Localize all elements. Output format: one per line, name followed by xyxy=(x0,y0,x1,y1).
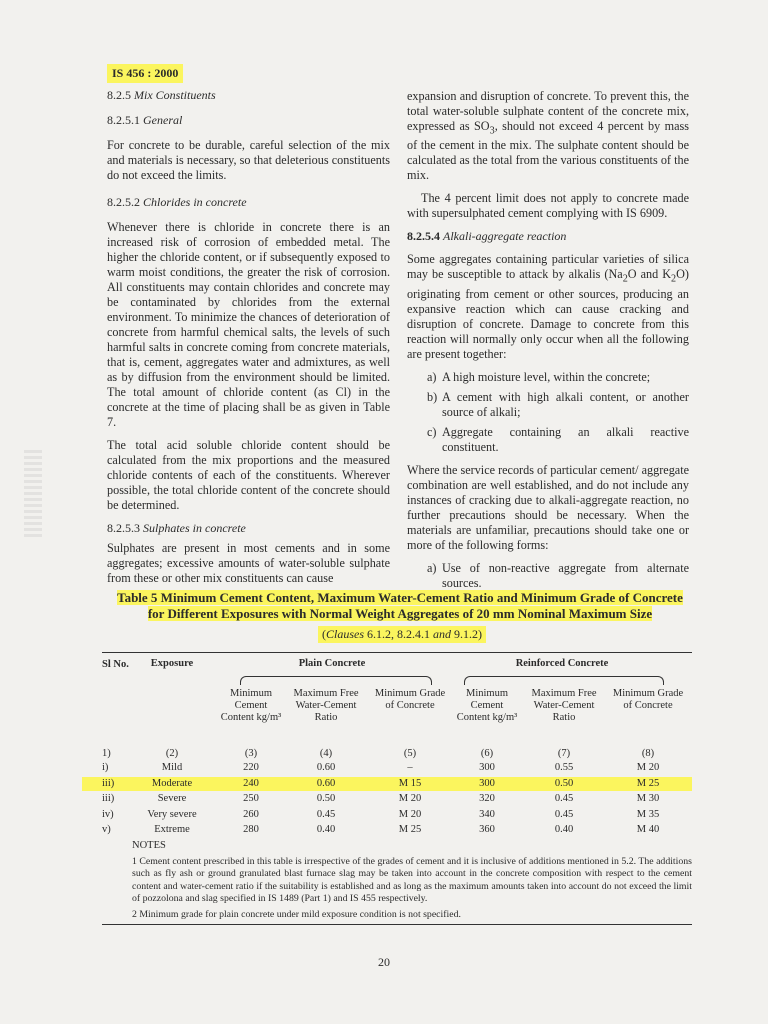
cell-plain-wc: 0.60 xyxy=(316,762,336,773)
header-slno: Sl No. xyxy=(102,659,129,670)
note-2: 2 Minimum grade for plain concrete under mild exposure condition is not specified. xyxy=(132,908,461,920)
section-number: 8.2.5 xyxy=(107,88,131,102)
section-number: 8.2.5.3 xyxy=(107,521,140,535)
section-title: Alkali-aggregate reaction xyxy=(443,229,567,244)
cell-plain-cement: 220 xyxy=(243,762,259,773)
paragraph-alkali xyxy=(407,252,689,361)
cell-exposure: Severe xyxy=(157,793,187,804)
list-text: Use of non-reactive aggregate from alternate sources. xyxy=(442,560,689,590)
notes-heading: NOTES xyxy=(132,840,166,851)
cell-slno: i) xyxy=(102,762,109,773)
paragraph-chloride-content: The total acid soluble chloride content should be calculated from the mix proportions and the measured chloride contents of each of the constituents. Wherever possible, the total chloride content of the concrete should be determined. xyxy=(107,438,390,512)
list-label: b) xyxy=(427,389,438,404)
cell-reinf-cement: 320 xyxy=(479,793,495,804)
subheader-wc-reinforced: Maximum Free Water-Cement Ratio xyxy=(531,688,597,723)
cell-reinf-wc: 0.45 xyxy=(554,808,574,820)
list-label: a) xyxy=(427,560,437,575)
heading-8-2-5-2 xyxy=(107,195,390,210)
list-item xyxy=(407,390,689,420)
text-part: Some aggregates containing particular varieties of silica may be susceptible to attack by alkalis (Na xyxy=(407,252,689,282)
cell-plain-grade: M 20 xyxy=(398,808,422,820)
list-text: A high moisture level, within the concrete; xyxy=(442,369,651,384)
column-number: (7) xyxy=(557,748,571,759)
cell-reinf-cement: 300 xyxy=(479,777,495,789)
list-item xyxy=(407,561,689,591)
cell-plain-cement: 240 xyxy=(243,777,259,789)
text-part: expansion and disruption of concrete. To prevent this, the total water-soluble sulphate content of the concrete mix, expressed as SO xyxy=(407,89,689,133)
list-item xyxy=(407,370,689,385)
cell-slno: iii) xyxy=(102,793,115,804)
subheader-wc-plain: Maximum Free Water-Cement Ratio xyxy=(293,688,359,723)
table-bottom-rule xyxy=(102,924,692,925)
page-number: 20 xyxy=(378,955,390,969)
paragraph-chlorides: Whenever there is chloride in concrete there is an increased risk of corrosion of embedded metal. The higher the chloride content, or if subsequently exposed to warm moist conditions, the greater the risk of corrosion. All constituents may contain chlorides and concrete may be contaminated by chlorides from the external environment. To minimize the chances of deterioration of concrete from harmful chemical salts, the levels of such harmful salts in concrete coming from concrete materials, that is, cement, aggregates water and admixtures, as well as by diffusion from the environment should be limited. The total amount of chloride content (as Cl) in the concrete at the time of placing shall be as given in Table 7. xyxy=(107,220,390,429)
cell-reinf-cement: 360 xyxy=(479,824,495,835)
list-item xyxy=(407,425,689,455)
cell-plain-cement: 250 xyxy=(243,793,259,804)
section-title: Sulphates in concrete xyxy=(143,521,246,535)
cell-reinf-wc: 0.50 xyxy=(554,777,574,789)
cell-plain-grade: M 15 xyxy=(398,777,422,789)
column-number: 1) xyxy=(102,748,111,759)
cell-reinf-wc: 0.55 xyxy=(554,762,574,773)
clauses-and: and xyxy=(433,627,452,641)
table-notes xyxy=(132,840,692,924)
cell-reinf-wc: 0.45 xyxy=(554,793,574,804)
heading-8-2-5-3 xyxy=(107,521,390,536)
cell-exposure: Very severe xyxy=(147,808,197,820)
clauses-refs: 6.1.2, 8.2.4.1 xyxy=(367,627,431,641)
section-title: Mix Constituents xyxy=(134,88,216,102)
cell-exposure: Extreme xyxy=(154,824,190,835)
cell-plain-grade: M 25 xyxy=(398,824,422,835)
paragraph-service-records: Where the service records of particular cement/ aggregate combination are well established, and do not include any instances of cracking due to alkali-aggregate reaction, no further precautions should be necessary. When the materials are unfamiliar, precautions should take one or more of the following forms: xyxy=(407,462,689,552)
subheader-grade-plain: Minimum Grade of Concrete xyxy=(374,688,446,711)
cell-plain-cement: 260 xyxy=(243,808,259,820)
reinforced-brace xyxy=(464,676,664,685)
column-number: (4) xyxy=(319,748,333,759)
cell-slno: iii) xyxy=(102,777,115,789)
table-clauses: (Clauses 6.1.2, 8.2.4.1 and 9.1.2) xyxy=(318,626,486,643)
text-part: , should not exceed 4 percent by mass of the cement in the mix. The sulphate content should be calculated as the total from the various constituents of the mix. xyxy=(407,119,689,183)
right-column xyxy=(407,89,689,599)
cell-reinf-grade: M 30 xyxy=(636,793,660,804)
table-title-line: for Different Exposures with Normal Weight Aggregates of 20 mm Nominal Maximum Size xyxy=(147,606,653,621)
section-title: General xyxy=(143,113,183,127)
paragraph-supersulphated: The 4 percent limit does not apply to concrete made with supersulphated cement complying with IS 6909. xyxy=(407,191,689,221)
column-number: (2) xyxy=(165,748,179,759)
subheader-cement-reinforced: Minimum Cement Content kg/m³ xyxy=(456,688,518,723)
subscript: 2 xyxy=(671,273,677,285)
list-label: a) xyxy=(427,369,437,384)
table-top-rule xyxy=(102,652,692,653)
section-title: Chlorides in concrete xyxy=(143,195,247,209)
cell-reinf-grade: M 25 xyxy=(636,777,660,789)
clauses-last: 9.1.2 xyxy=(454,627,479,641)
alkali-conditions-list xyxy=(407,370,689,455)
table-title-line: Table 5 Minimum Cement Content, Maximum Water-Cement Ratio and Minimum Grade of Concrete xyxy=(117,590,683,605)
cell-plain-grade: M 20 xyxy=(398,793,422,804)
header-exposure: Exposure xyxy=(150,658,194,669)
subscript: 3 xyxy=(489,125,495,137)
cell-plain-wc: 0.60 xyxy=(316,777,336,789)
cell-reinf-grade: M 20 xyxy=(636,762,660,773)
precautions-list xyxy=(407,561,689,591)
heading-8-2-5-1 xyxy=(107,113,390,128)
table-title xyxy=(100,590,700,622)
column-number: (6) xyxy=(480,748,494,759)
section-number: 8.2.5.1 xyxy=(107,113,140,127)
scan-smudge xyxy=(24,450,42,540)
paragraph-sulphates: Sulphates are present in most cements and in some aggregates; excessive amounts of water-soluble sulphate from these or other mix constituents can cause xyxy=(107,541,390,585)
cell-reinf-grade: M 35 xyxy=(636,808,660,820)
cell-plain-wc: 0.50 xyxy=(316,793,336,804)
cell-reinf-cement: 300 xyxy=(479,762,495,773)
column-number: (3) xyxy=(244,748,258,759)
list-label: c) xyxy=(427,424,437,439)
cell-plain-grade: – xyxy=(407,762,413,773)
subheader-cement-plain: Minimum Cement Content kg/m³ xyxy=(220,688,282,723)
paragraph-sulphate-limit xyxy=(407,89,689,183)
note-1: 1 Cement content prescribed in this table is irrespective of the grades of cement and it is inclusive of additions mentioned in 5.2. The additions such as fly ash or ground granulated blast furnace slag may be taken into account in the concrete composition with respect to the cement content and water-cement ratio if the suitability is established and as long as the maximum amounts taken into account do not exceed the limit of pozzolona and slag specified in IS 1489 (Part 1) and IS 455 respectively. xyxy=(132,855,692,904)
heading-8-2-5-4 xyxy=(407,229,689,244)
subscript: 2 xyxy=(622,273,628,285)
cell-slno: v) xyxy=(102,824,111,835)
heading-8-2-5 xyxy=(107,88,390,103)
clauses-label: Clauses xyxy=(326,627,365,641)
cell-plain-wc: 0.45 xyxy=(316,808,336,820)
cell-exposure: Moderate xyxy=(151,777,193,789)
cell-plain-wc: 0.40 xyxy=(316,824,336,835)
cell-reinf-grade: M 40 xyxy=(636,824,660,835)
cell-exposure: Mild xyxy=(161,762,183,773)
cell-reinf-wc: 0.40 xyxy=(554,824,574,835)
column-number: (5) xyxy=(403,748,417,759)
cell-slno: iv) xyxy=(102,808,114,820)
column-number: (8) xyxy=(641,748,655,759)
cell-reinf-cement: 340 xyxy=(479,808,495,820)
standard-header: IS 456 : 2000 xyxy=(107,64,183,83)
subheader-grade-reinforced: Minimum Grade of Concrete xyxy=(612,688,684,711)
section-number: 8.2.5.4 xyxy=(407,229,440,244)
plain-brace xyxy=(240,676,432,685)
text-part: O and K xyxy=(627,267,672,282)
header-reinforced-concrete: Reinforced Concrete xyxy=(515,658,609,669)
text-part: O) originating from cement or other sources, producing an expansive reaction which can cause cracking and disruption of concrete. Damage to concrete from this reaction will normally only occur when all the following are present together: xyxy=(407,267,689,361)
header-plain-concrete: Plain Concrete xyxy=(298,658,366,669)
left-column xyxy=(107,64,390,594)
section-number: 8.2.5.2 xyxy=(107,195,140,209)
list-text: A cement with high alkali content, or another source of alkali; xyxy=(442,389,689,419)
list-text: Aggregate containing an alkali reactive constituent. xyxy=(442,424,689,454)
cell-plain-cement: 280 xyxy=(243,824,259,835)
paragraph-general: For concrete to be durable, careful selection of the mix and materials is necessary, so that deleterious constituents do not exceed the limits. xyxy=(107,138,390,182)
